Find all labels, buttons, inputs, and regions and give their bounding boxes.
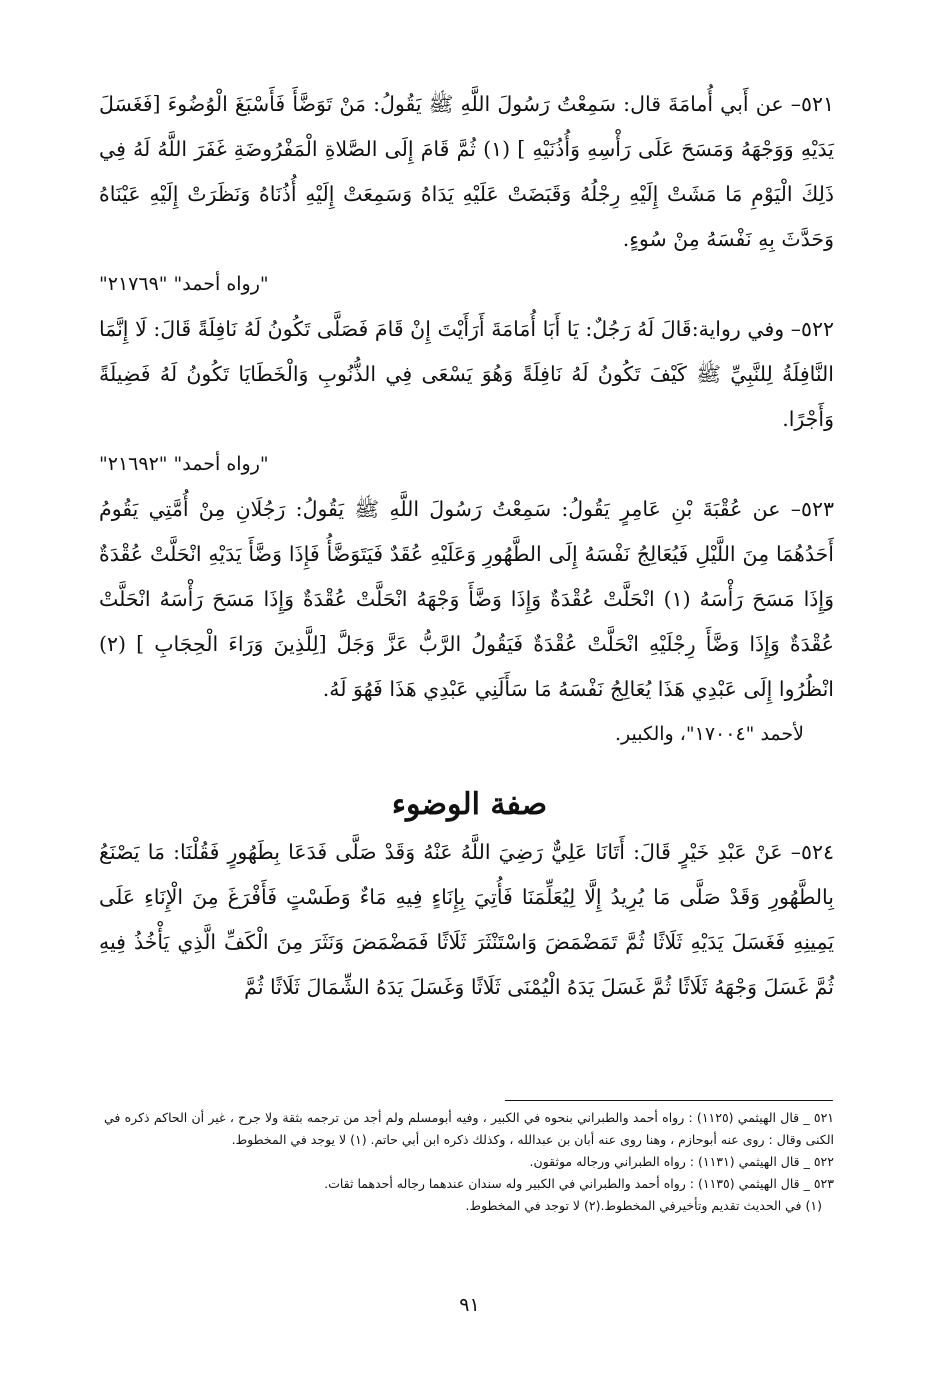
hadith-522-source: "رواه أحمد" "٢١٦٩٢" bbox=[99, 453, 269, 475]
hadith-521-source-line bbox=[99, 262, 834, 307]
hadith-523-source-line bbox=[99, 712, 834, 757]
hadith-524: ٥٢٤– عَنْ عَبْدِ خَيْرٍ قَالَ: أَتَانَا عَلِيٌّ رَضِيَ اللَّهُ عَنْهُ وَقَدْ صَلَّى فَدَعَا بِطَهُورٍ فَقُلْنَا: مَا يَصْنَعُ بِالطَّهُورِ وَقَدْ صَلَّى مَا يُرِيدُ إِلَّا لِيُعَلِّمَنَا فَأُتِيَ بِإِنَاءٍ فِيهِ مَاءٌ وَطَسْتٍ فَأَفْرَغَ مِنَ الْإِنَاءِ عَلَى يَمِينِهِ فَغَسَلَ يَدَيْهِ ثَلَاثًا ثُمَّ تَمَضْمَضَ وَاسْتَنْثَرَ ثَلَاثًا فَمَضْمَضَ وَنَثَرَ مِنَ الْكَفِّ الَّذِي يَأْخُذُ فِيهِ ثُمَّ غَسَلَ وَجْهَهُ ثَلَاثًا ثُمَّ غَسَلَ يَدَهُ الْيُمْنَى ثَلَاثًا وَغَسَلَ يَدَهُ الشِّمَالَ ثَلَاثًا ثُمَّ bbox=[99, 840, 834, 999]
hadith-522-source-line bbox=[99, 442, 834, 487]
footnote-522: ٥٢٢ _ قال الهيثمي (١١٣١) : رواه الطبراني ورجاله موثقون. bbox=[529, 1154, 834, 1169]
section-title: صفة الوضوء bbox=[391, 787, 548, 822]
hadith-523-source: لأحمد "١٧٠٠٤"، والكبير. bbox=[615, 723, 804, 745]
page-number: ٩١ bbox=[459, 1294, 480, 1316]
hadith-523: ٥٢٣– عن عُقْبَةَ بْنِ عَامِرٍ يَقُولُ: سَمِعْتُ رَسُولَ اللَّهِ ﷺ يَقُولُ: رَجُلَانِ مِنْ أُمَّتِي يَقُومُ أَحَدُهُمَا مِنَ اللَّيْلِ فَيُعَالِجُ نَفْسَهُ إِلَى الطَّهُورِ وَعَلَيْهِ عُقَدٌ فَيَتَوَضَّأُ فَإِذَا وَضَّأَ يَدَيْهِ انْحَلَّتْ عُقْدَةٌ وَإِذَا مَسَحَ رَأْسَهُ (١) انْحَلَّتْ عُقْدَةٌ وَإِذَا وَضَّأَ وَجْهَهُ انْحَلَّتْ عُقْدَةٌ وَإِذَا مَسَحَ رَأْسَهُ انْحَلَّتْ عُقْدَةٌ وَإِذَا وَضَّأَ رِجْلَيْهِ انْحَلَّتْ عُقْدَةٌ فَيَقُولُ الرَّبُّ عَزَّ وَجَلَّ [لِلَّذِينَ وَرَاءَ الْحِجَابِ ] (٢) انْظُرُوا إِلَى عَبْدِي هَذَا يُعَالِجُ نَفْسَهُ مَا سَأَلَنِي عَبْدِي هَذَا فَهُوَ لَهُ. bbox=[99, 497, 834, 701]
footnote-523: ٥٢٣ _ قال الهيثمي (١١٣٥) : رواه أحمد والطبراني في الكبير وله سندان عندهما رجاله أحدهما ثقات. bbox=[324, 1176, 834, 1191]
hadith-block-top bbox=[99, 82, 834, 757]
footnotes bbox=[104, 1107, 834, 1217]
hadith-521-source: "رواه أحمد" "٢١٧٦٩" bbox=[99, 273, 269, 295]
hadith-522: ٥٢٢– وفي رواية:قَالَ لَهُ رَجُلٌ: يَا أَبَا أُمَامَةَ أَرَأَيْتَ إِنْ قَامَ فَصَلَّى تَكُونُ لَهُ نَافِلَةً قَالَ: لَا إِنَّمَا النَّافِلَةُ لِلنَّبِيِّ ﷺ كَيْفَ تَكُونُ لَهُ نَافِلَةً وَهُوَ يَسْعَى فِي الذُّنُوبِ وَالْخَطَايَا تَكُونُ لَهُ فَضِيلَةً وَأَجْرًا. bbox=[99, 317, 834, 431]
footnote-523-notes: (١) في الحديث تقديم وتأخيرفي المخطوط.(٢) لا توجد في المخطوط. bbox=[465, 1198, 822, 1213]
footnote-divider bbox=[505, 1100, 833, 1101]
footnote-521: ٥٢١ _ قال الهيثمي (١١٢٥) : رواه أحمد والطبراني بنحوه في الكبير ، وفيه أبومسلم ولم أجد من ترجمه بثقة ولا جرح ، غير أن الحاكم ذكره في الكنى وقال : روى عنه أبوحازم ، وهنا روى عنه أبان بن عبدالله ، وكذلك ذكره ابن أبي حاتم. (١) لا يوجد في المخطوط. bbox=[104, 1110, 835, 1147]
hadith-521: ٥٢١– عن أَبي أُمامَةَ قال: سَمِعْتُ رَسُولَ اللَّهِ ﷺ يَقُولُ: مَنْ تَوَضَّأَ فَأَسْبَغَ الْوُضُوءَ [فَغَسَلَ يَدَيْهِ وَوَجْهَهُ وَمَسَحَ عَلَى رَأْسِهِ وَأُذُنَيْهِ ] (١) ثُمَّ قَامَ إِلَى الصَّلاةِ الْمَفْرُوضَةِ غَفَرَ اللَّهُ لَهُ فِي ذَلِكَ الْيَوْمِ مَا مَشَتْ إِلَيْهِ رِجْلُهُ وَقَبَضَتْ عَلَيْهِ يَدَاهُ وَسَمِعَتْ إِلَيْهِ أُذُنَاهُ وَنَظَرَتْ إِلَيْهِ عَيْنَاهُ وَحَدَّثَ بِهِ نَفْسَهُ مِنْ سُوءٍ. bbox=[99, 92, 835, 251]
hadith-block-bottom bbox=[99, 830, 834, 1010]
